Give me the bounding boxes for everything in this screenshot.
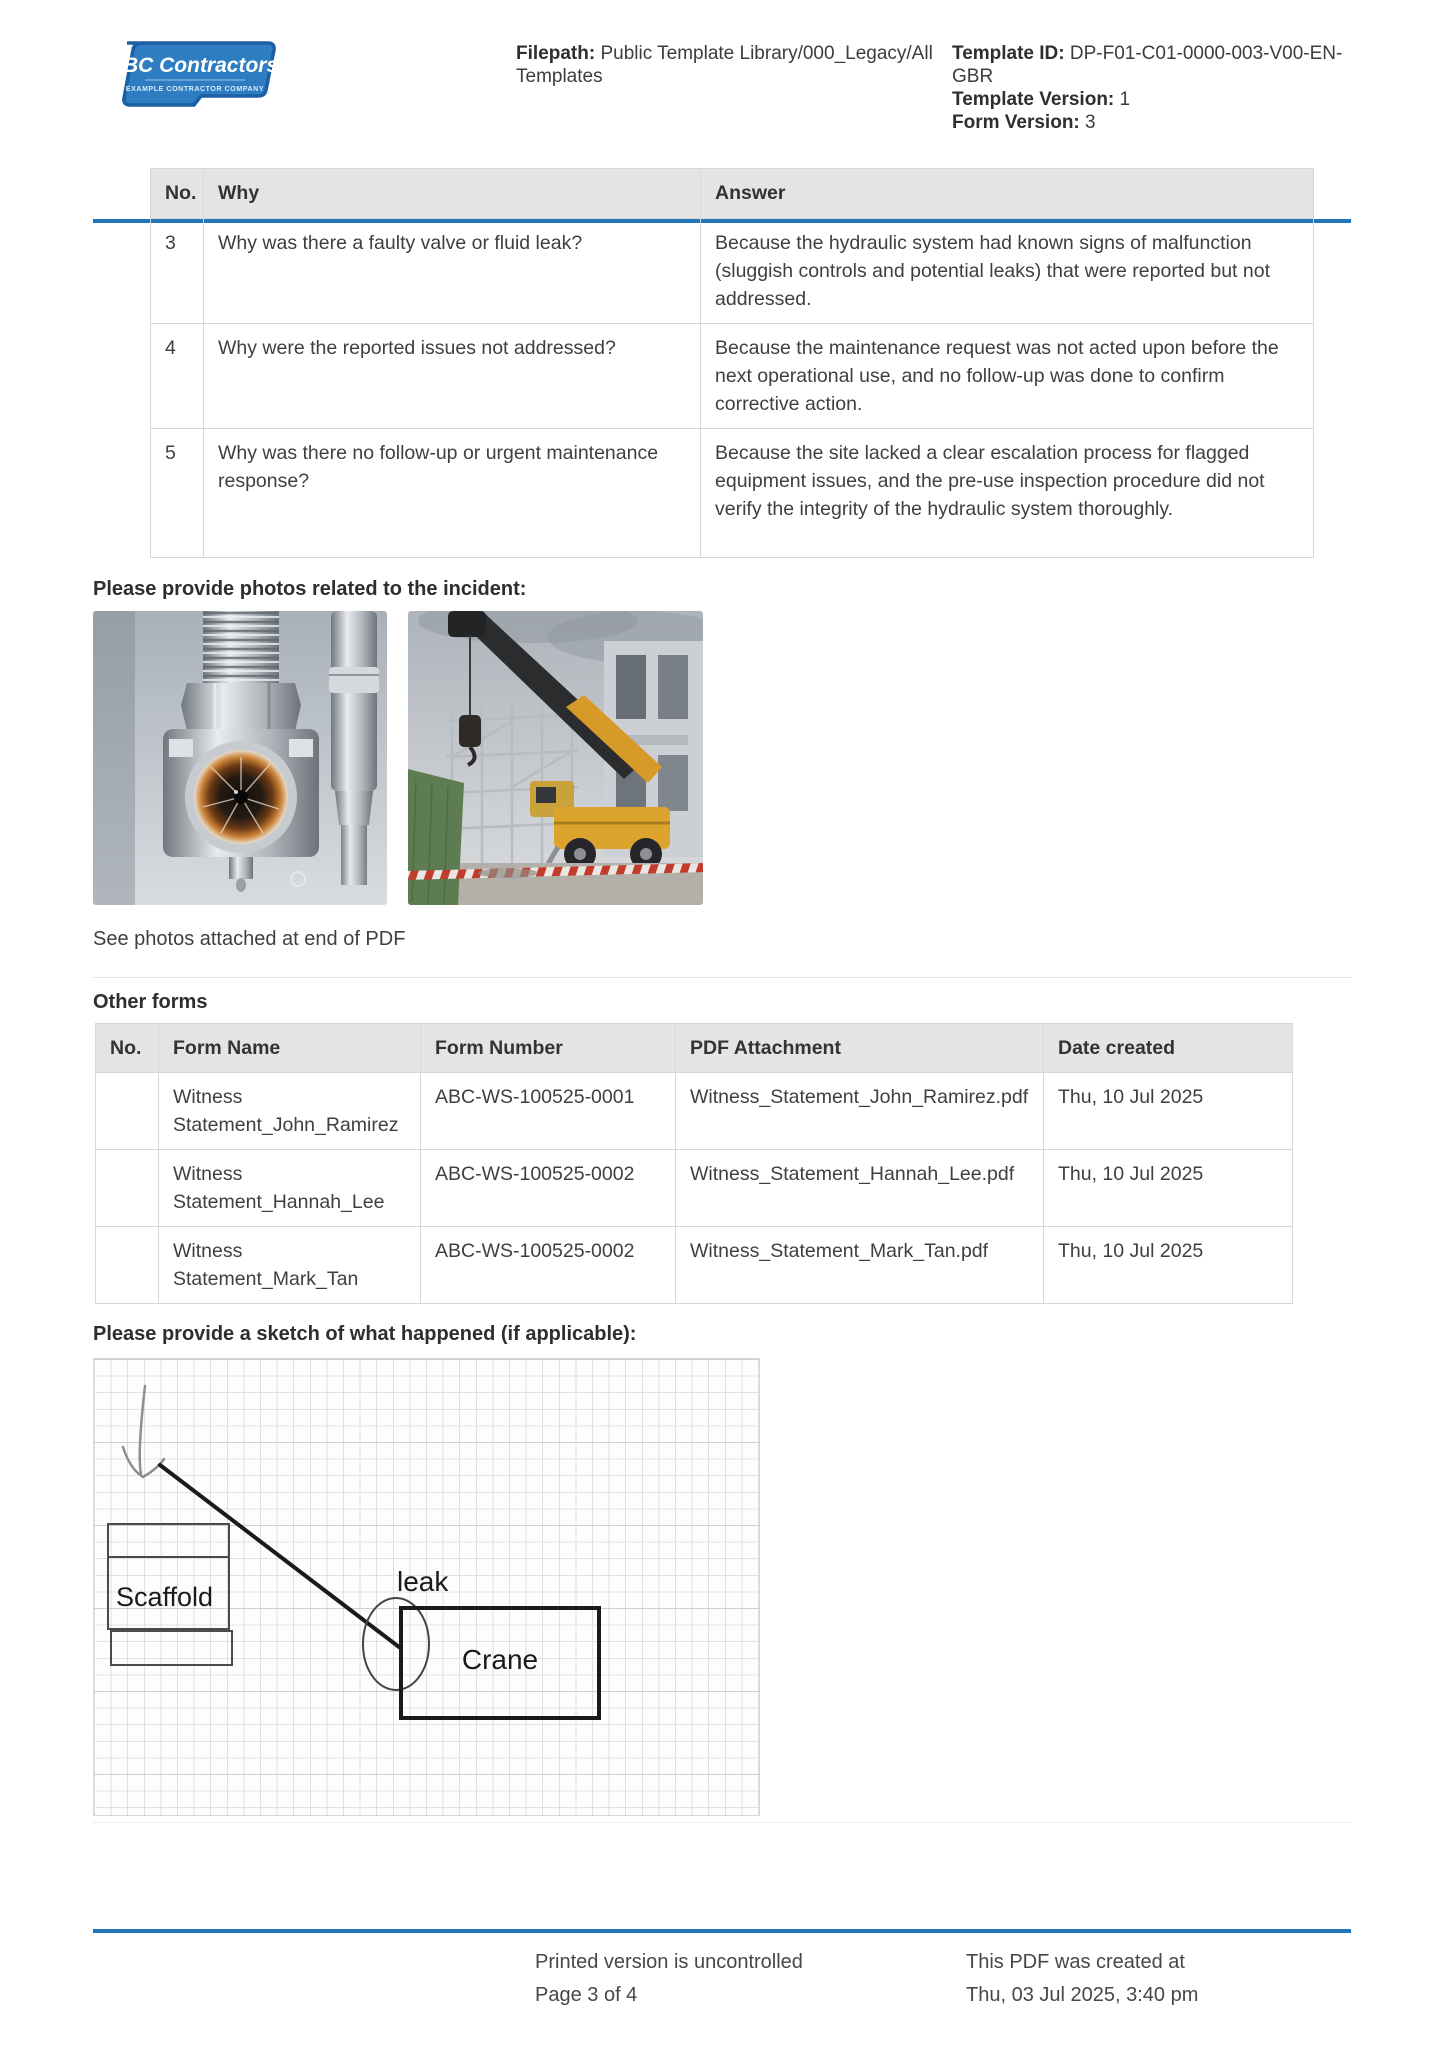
footer-created-label: This PDF was created at [966,1951,1185,1973]
template-id-line [952,42,1372,88]
table-row [151,429,1314,558]
col-header-form-name: Form Name [159,1024,421,1073]
abc-contractors-logo [93,38,283,110]
col-header-form-number: Form Number [421,1024,676,1073]
template-meta-block [952,42,1372,134]
logo-title-text: ABC Contractors [107,54,279,77]
footer-right-block [966,1946,1198,2012]
form-row-no [96,1150,159,1227]
sketch-canvas [93,1358,760,1816]
form-row-date: Thu, 10 Jul 2025 [1044,1150,1293,1227]
other-forms-table [95,1023,1293,1304]
form-version-line [952,111,1372,134]
form-row-pdf: Witness_Statement_Hannah_Lee.pdf [676,1150,1044,1227]
incident-photo-crane [408,611,703,905]
bottom-divider [93,1822,1351,1823]
sketch-arrow-curve [140,1386,145,1474]
col-header-no: No. [151,169,204,219]
sketch-label-scaffold: Scaffold [116,1582,214,1612]
template-id-label: Template ID: [952,43,1065,64]
col-header-why: Why [204,169,701,219]
why-row-question: Why were the reported issues not addressed? [204,324,701,429]
table-row [96,1150,1293,1227]
sketch-section-heading: Please provide a sketch of what happened (if applicable): [93,1323,637,1345]
why-row-no: 4 [151,324,204,429]
template-version-line [952,88,1372,111]
section-divider [93,977,1351,978]
photos-note: See photos attached at end of PDF [93,928,406,950]
form-version-label: Form Version: [952,112,1080,133]
form-row-date: Thu, 10 Jul 2025 [1044,1073,1293,1150]
form-row-pdf: Witness_Statement_John_Ramirez.pdf [676,1073,1044,1150]
photos-section-heading: Please provide photos related to the incident: [93,578,527,600]
footer-rule [93,1929,1351,1933]
form-row-no [96,1227,159,1304]
table-row [151,324,1314,429]
five-whys-header-row [151,169,1314,219]
logo-subtitle-text: EXAMPLE CONTRACTOR COMPANY [125,86,265,93]
why-row-question: Why was there a faulty valve or fluid leak? [204,219,701,324]
filepath-block [516,42,956,88]
form-row-name: Witness Statement_John_Ramirez [159,1073,421,1150]
table-row [151,219,1314,324]
table-row [96,1227,1293,1304]
form-row-number: ABC-WS-100525-0001 [421,1073,676,1150]
sketch-label-crane: Crane [461,1644,539,1675]
col-header-date-created: Date created [1044,1024,1293,1073]
form-row-date: Thu, 10 Jul 2025 [1044,1227,1293,1304]
form-row-name: Witness Statement_Mark_Tan [159,1227,421,1304]
why-row-question: Why was there no follow-up or urgent maintenance response? [204,429,701,558]
form-row-number: ABC-WS-100525-0002 [421,1150,676,1227]
why-row-answer: Because the maintenance request was not acted upon before the next operational use, and no follow-up was done to confirm corrective action. [701,324,1314,429]
incident-photo-valve [93,611,387,905]
sketch-arrowhead [123,1447,164,1477]
other-forms-header-row [96,1024,1293,1073]
col-header-no: No. [96,1024,159,1073]
why-row-no: 5 [151,429,204,558]
form-version-value: 3 [1085,112,1096,133]
footer-left-block [535,1946,803,2012]
footer-page-number: Page 3 of 4 [535,1984,638,2006]
sketch-label-leak: leak [397,1566,449,1597]
why-row-answer: Because the hydraulic system had known signs of malfunction (sluggish controls and potential leaks) that were reported but not addressed. [701,219,1314,324]
form-row-name: Witness Statement_Hannah_Lee [159,1150,421,1227]
why-row-no: 3 [151,219,204,324]
footer-uncontrolled-note: Printed version is uncontrolled [535,1951,803,1973]
col-header-pdf-attachment: PDF Attachment [676,1024,1044,1073]
filepath-value: Public Template Library/000_Legacy/All Templates [516,43,933,87]
template-version-value: 1 [1119,89,1131,110]
template-version-label: Template Version: [952,89,1115,110]
five-whys-table [150,168,1314,558]
form-row-no [96,1073,159,1150]
form-row-number: ABC-WS-100525-0002 [421,1227,676,1304]
footer-created-timestamp: Thu, 03 Jul 2025, 3:40 pm [966,1984,1199,2006]
col-header-answer: Answer [701,169,1314,219]
why-row-answer: Because the site lacked a clear escalation process for flagged equipment issues, and the pre-use inspection procedure did not verify the integrity of the hydraulic system thoroughly. [701,429,1314,558]
template-id-value: DP-F01-C01-0000-003-V00-EN-GBR [952,43,1343,87]
filepath-label: Filepath: [516,43,596,64]
form-row-pdf: Witness_Statement_Mark_Tan.pdf [676,1227,1044,1304]
table-row [96,1073,1293,1150]
other-forms-heading: Other forms [93,991,208,1013]
